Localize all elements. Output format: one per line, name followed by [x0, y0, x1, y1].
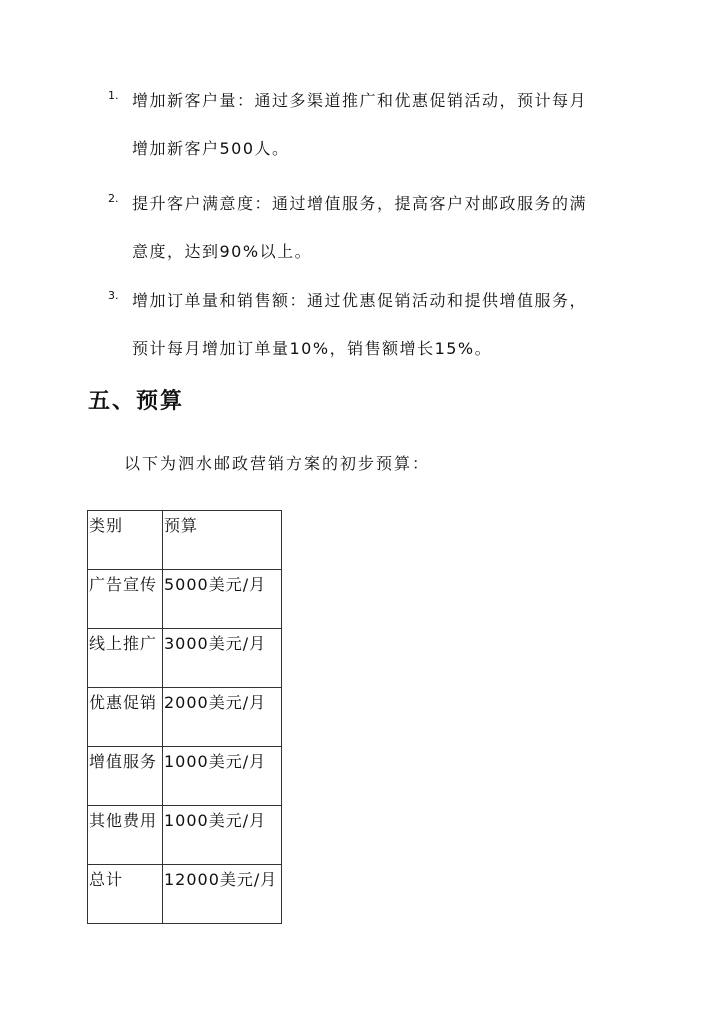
table-row	[88, 629, 282, 688]
text-line: 增加新客户500人。	[132, 139, 290, 158]
category-cell: 线上推广	[88, 629, 163, 688]
text-line: 意度，达到90%以上。	[132, 242, 313, 261]
text-line: 预计每月增加订单量10%，销售额增长15%。	[132, 339, 493, 358]
category-cell: 其他费用	[88, 806, 163, 865]
text-line: 增加新客户量：通过多渠道推广和优惠促销活动，预计每月	[132, 91, 588, 110]
list-number: 2.	[108, 192, 119, 205]
table-row	[88, 747, 282, 806]
category-cell: 广告宣传	[88, 570, 163, 629]
budget-table	[87, 510, 282, 924]
table-row	[88, 570, 282, 629]
amount-cell: 1000美元/月	[163, 747, 282, 806]
list-number: 1.	[108, 89, 119, 102]
header-cell: 类别	[88, 511, 163, 570]
category-cell: 增值服务	[88, 747, 163, 806]
list-text	[132, 180, 626, 276]
amount-cell: 2000美元/月	[163, 688, 282, 747]
amount-cell: 5000美元/月	[163, 570, 282, 629]
amount-cell: 1000美元/月	[163, 806, 282, 865]
list-text	[132, 77, 626, 173]
table-header-row	[88, 511, 282, 570]
section-heading: 五、预算	[88, 388, 185, 414]
amount-cell: 12000美元/月	[163, 865, 282, 924]
category-cell: 优惠促销	[88, 688, 163, 747]
amount-cell: 3000美元/月	[163, 629, 282, 688]
header-cell: 预算	[163, 511, 282, 570]
list-number: 3.	[108, 289, 119, 302]
category-cell: 总计	[88, 865, 163, 924]
section-intro: 以下为泗水邮政营销方案的初步预算：	[124, 454, 431, 473]
table-total-row	[88, 865, 282, 924]
table-row	[88, 688, 282, 747]
text-line: 提升客户满意度：通过增值服务，提高客户对邮政服务的满	[132, 194, 588, 213]
list-text	[132, 277, 626, 373]
text-line: 增加订单量和销售额：通过优惠促销活动和提供增值服务，	[132, 291, 588, 310]
table-row	[88, 806, 282, 865]
